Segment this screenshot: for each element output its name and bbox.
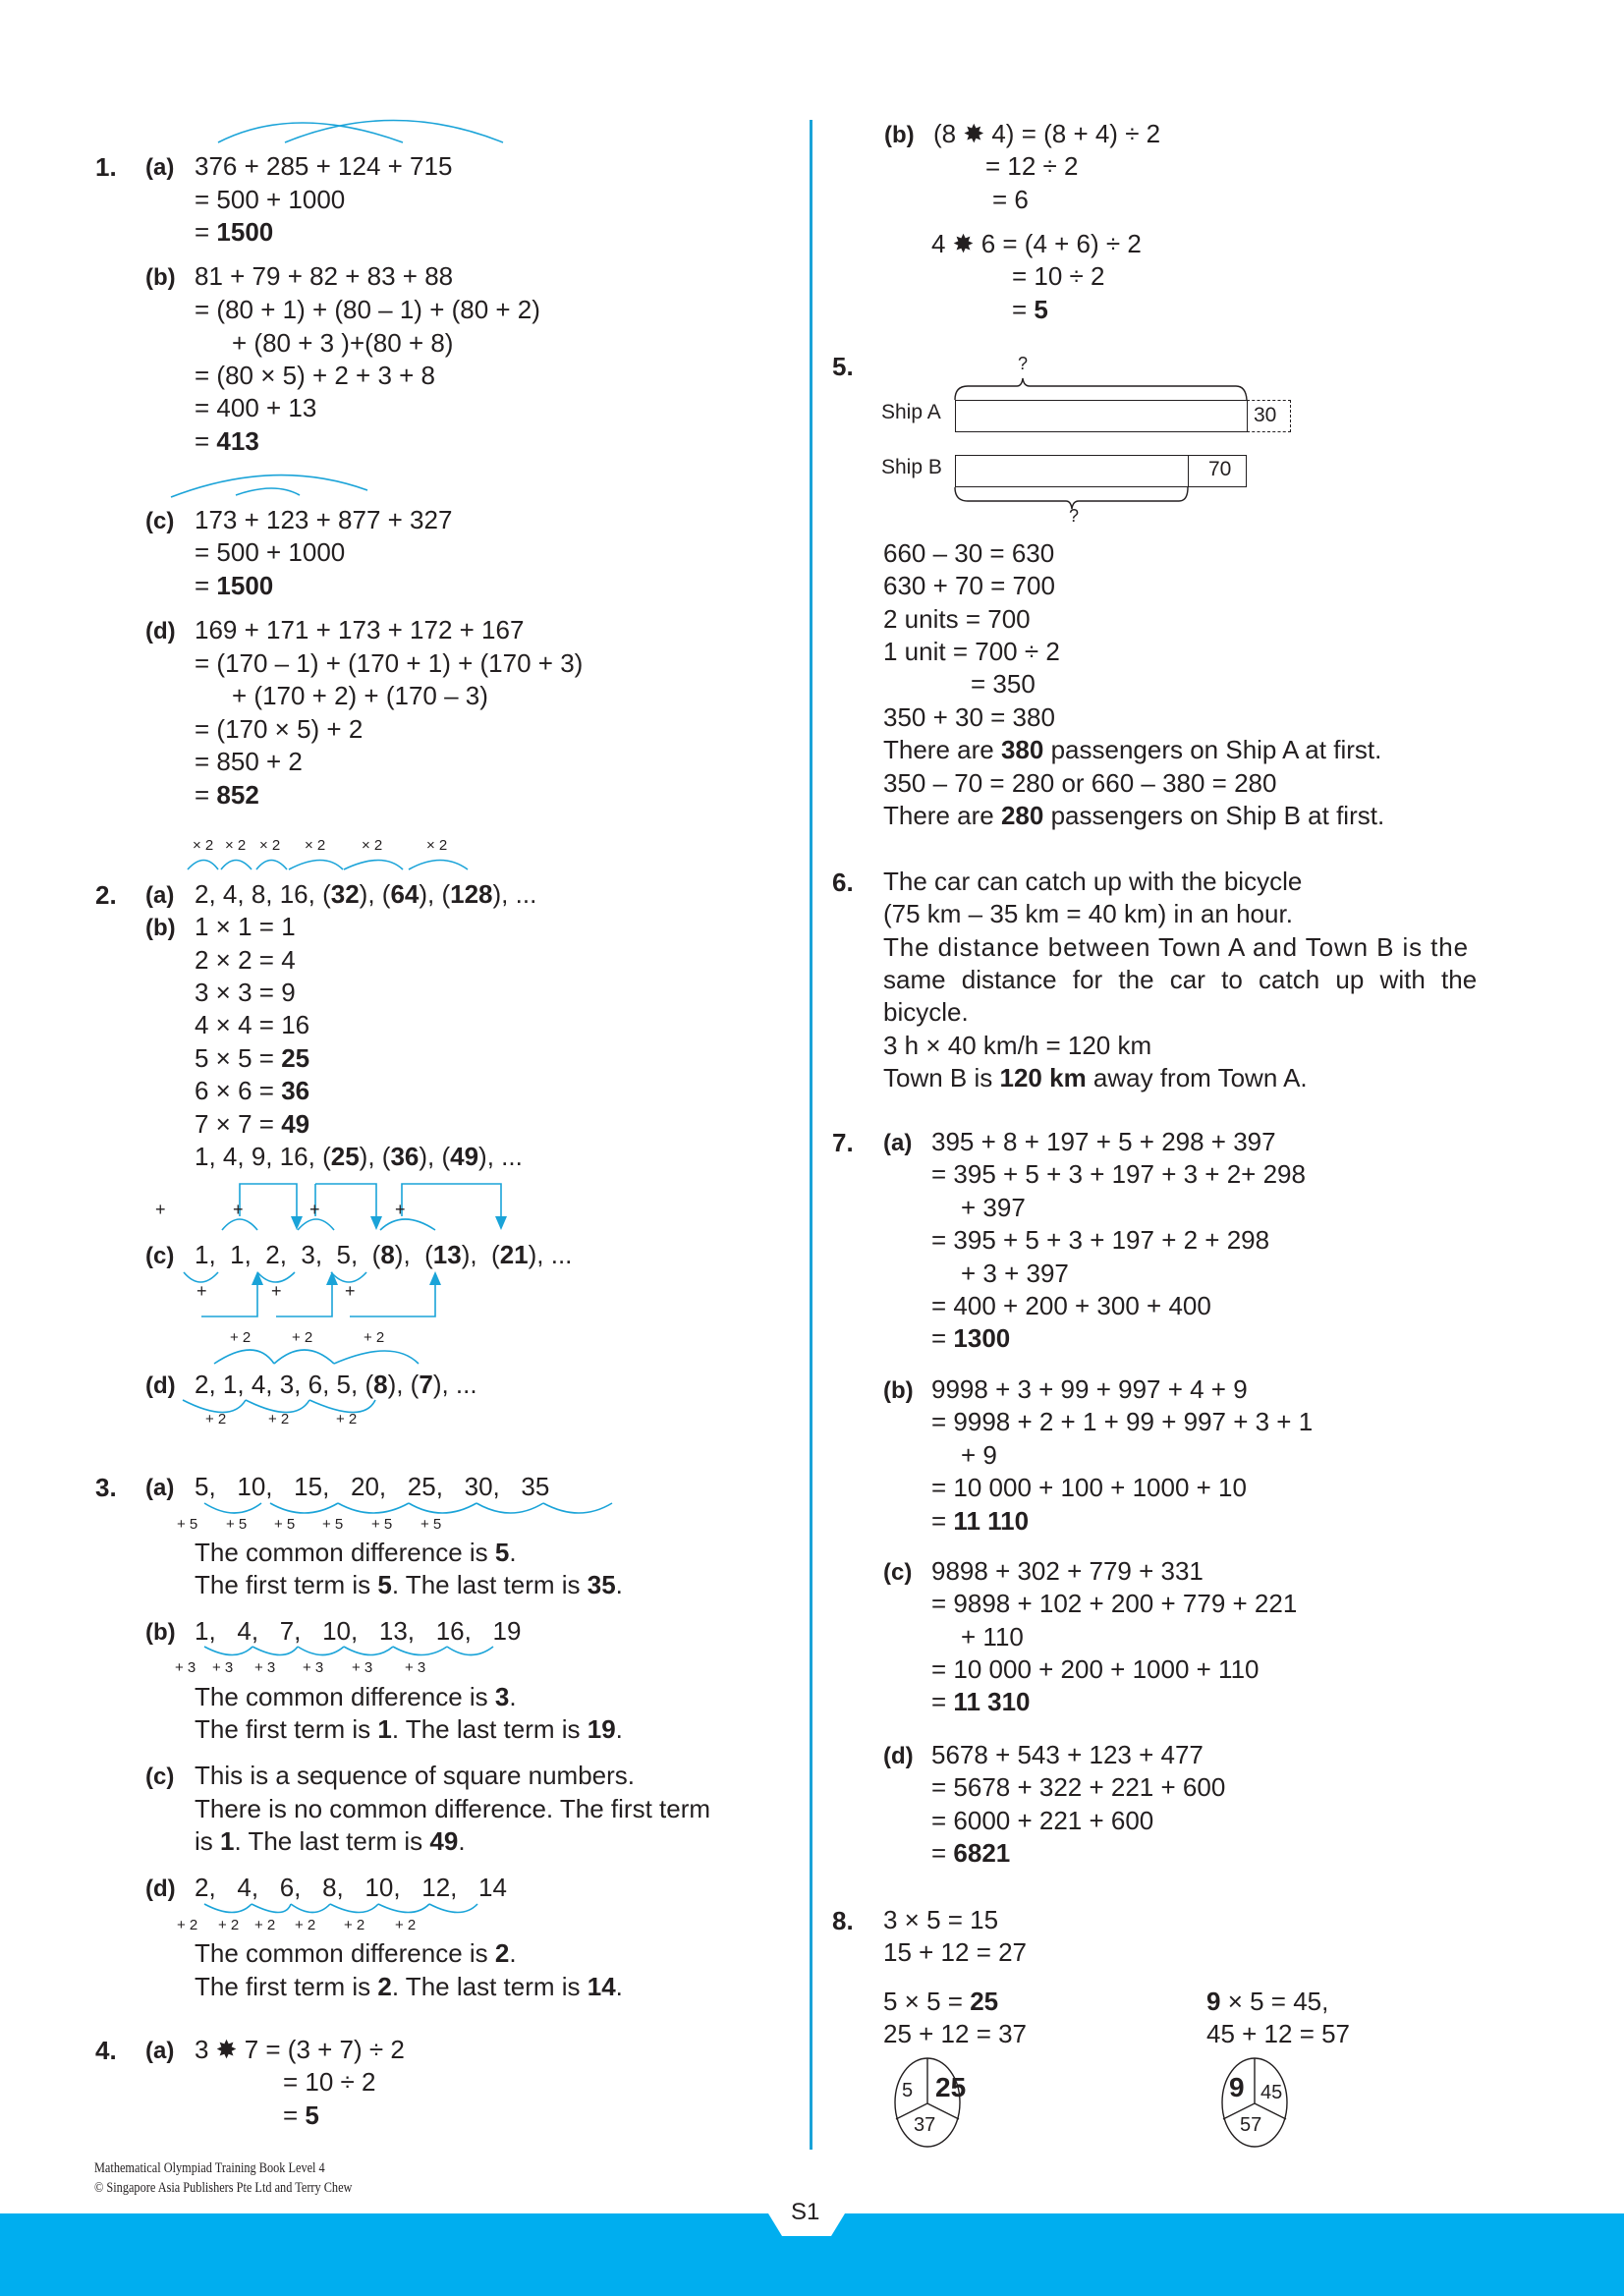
statement-line: The car can catch up with the bicycle (883, 867, 1303, 896)
ship-b-label: Ship B (881, 456, 942, 478)
arc-label: × 2 (426, 837, 448, 854)
work-line: 660 – 30 = 630 (883, 538, 1055, 568)
sequence-line: 2, 4, 6, 8, 10, 12, 14 (195, 1873, 507, 1902)
part-label: (b) (883, 1377, 914, 1404)
work-line: 45 + 12 = 57 (1206, 2019, 1351, 2048)
part-label: (b) (145, 915, 176, 941)
unknown-label: ? (1018, 354, 1029, 373)
arc-label: + 2 (336, 1411, 358, 1428)
work-line: + 9 (961, 1440, 997, 1470)
answer-value: 11 310 (953, 1687, 1031, 1716)
work-line: = 5678 + 322 + 221 + 600 (931, 1772, 1226, 1802)
answer-line: There are 380 passengers on Ship A at first. (883, 735, 1382, 764)
arc-label: + 2 (292, 1329, 313, 1346)
statement-line: This is a sequence of square numbers. (195, 1761, 636, 1790)
arc-label: × 2 (259, 837, 281, 854)
plus-label: + (309, 1200, 320, 1219)
square-row: 6 × 6 = 36 (195, 1076, 310, 1105)
work-line: = 6000 + 221 + 600 (931, 1806, 1154, 1835)
arc-label: + 3 (254, 1659, 276, 1676)
work-line: 350 + 30 = 380 (883, 702, 1055, 732)
work-line: = (80 × 5) + 2 + 3 + 8 (195, 361, 436, 390)
work-line: + 3 + 397 (961, 1259, 1069, 1288)
question-number: 6. (832, 868, 854, 897)
statement-line: There is no common difference. The first term (195, 1794, 711, 1823)
part-label: (b) (884, 122, 915, 148)
work-line: = 500 + 1000 (195, 185, 346, 214)
work-line: = 10 ÷ 2 (1012, 261, 1105, 291)
arc-label: + 5 (177, 1516, 198, 1533)
question-number: 5. (832, 352, 854, 381)
square-row: 7 × 7 = 49 (195, 1109, 310, 1139)
work-line: 4 ✸ 6 = (4 + 6) ÷ 2 (931, 229, 1142, 258)
answer-line: = 5 (1012, 295, 1048, 324)
work-line: = 12 ÷ 2 (985, 151, 1079, 181)
arc-label: + 2 (364, 1329, 385, 1346)
work-line: = 9998 + 2 + 1 + 99 + 997 + 3 + 1 (931, 1407, 1314, 1436)
question-number: 7. (832, 1128, 854, 1157)
question-number: 4. (95, 2036, 117, 2065)
square-row: 4 × 4 = 16 (195, 1010, 310, 1039)
answer-line: = 852 (195, 780, 259, 810)
answer-line: = 11 110 (931, 1506, 1030, 1536)
arc-label: + 2 (395, 1917, 417, 1933)
part-label: (d) (145, 618, 176, 644)
circle-value: 45 (1260, 2082, 1283, 2103)
work-line: = 10 ÷ 2 (283, 2067, 376, 2097)
circle-value: 9 (1229, 2072, 1245, 2102)
part-label: (d) (883, 1743, 914, 1769)
answer-line: = 5 (283, 2100, 319, 2130)
arc-label: + 2 (295, 1917, 316, 1933)
statement-line: The distance between Town A and Town B is the (883, 932, 1470, 962)
work-line: (8 ✸ 4) = (8 + 4) ÷ 2 (933, 119, 1161, 148)
work-line: 2 units = 700 (883, 604, 1031, 634)
part-label: (c) (883, 1559, 913, 1586)
arc-label: + 2 (268, 1411, 290, 1428)
answer-value: 5 (1034, 295, 1048, 324)
answer-value: 11 110 (953, 1506, 1030, 1536)
work-line: 5678 + 543 + 123 + 477 (931, 1740, 1204, 1769)
part-label: (d) (145, 1372, 176, 1399)
work-line: 9 × 5 = 45, (1206, 1987, 1329, 2016)
arc-label: + 5 (322, 1516, 344, 1533)
work-line: = 395 + 5 + 3 + 197 + 3 + 2+ 298 (931, 1159, 1306, 1189)
arc-label: + 3 (175, 1659, 196, 1676)
page-number: S1 (791, 2199, 820, 2225)
question-number: 8. (832, 1906, 854, 1935)
part-label: (c) (145, 1764, 175, 1790)
work-line: = 6 (992, 185, 1029, 214)
question-number: 3. (95, 1473, 117, 1502)
work-line: 3 h × 40 km/h = 120 km (883, 1031, 1152, 1060)
plus-label: + (233, 1200, 244, 1219)
sequence-line: 2, 1, 4, 3, 6, 5, (8), (7), ... (195, 1370, 477, 1399)
circle-value: 25 (935, 2072, 967, 2102)
arc-label: + 5 (420, 1516, 442, 1533)
plus-label: + (271, 1281, 282, 1301)
answer-value: 413 (216, 426, 259, 456)
statement-line: same distance for the car to catch up with the (883, 965, 1478, 994)
copyright: © Singapore Asia Publishers Pte Ltd and Terry Chew (94, 2180, 353, 2196)
sequence-line: 1, 4, 9, 16, (25), (36), (49), ... (195, 1142, 523, 1171)
work-line: 3 ✸ 7 = (3 + 7) ÷ 2 (195, 2035, 405, 2064)
book-title: Mathematical Olympiad Training Book Level 4 (94, 2160, 325, 2176)
arc-label: × 2 (193, 837, 214, 854)
work-line: 169 + 171 + 173 + 172 + 167 (195, 615, 525, 644)
arc-label: + 5 (226, 1516, 248, 1533)
answer-line: = 1500 (195, 571, 274, 600)
arc-label: + 3 (212, 1659, 234, 1676)
ship-a-extra-value: 30 (1254, 404, 1277, 426)
work-line: 5 × 5 = 25 (883, 1987, 999, 2016)
square-row: 3 × 3 = 9 (195, 978, 296, 1007)
work-line: = 395 + 5 + 3 + 197 + 2 + 298 (931, 1225, 1270, 1255)
part-label: (d) (145, 1876, 176, 1902)
work-line: 1 unit = 700 ÷ 2 (883, 637, 1060, 666)
work-line: = 400 + 13 (195, 393, 317, 422)
answer-value: 1300 (953, 1323, 1011, 1353)
work-line: + (80 + 3 )+(80 + 8) (232, 328, 454, 358)
question-number: 2. (95, 880, 117, 910)
work-line: = 350 (971, 669, 1036, 699)
statement-line: The first term is 1. The last term is 19. (195, 1714, 623, 1744)
work-line: + 110 (961, 1622, 1024, 1652)
sequence-line: 1, 4, 7, 10, 13, 16, 19 (195, 1616, 522, 1646)
work-line: = (80 + 1) + (80 – 1) + (80 + 2) (195, 295, 540, 324)
arc-label: × 2 (362, 837, 383, 854)
work-line: = 9898 + 102 + 200 + 779 + 221 (931, 1589, 1298, 1618)
arc-label: + 3 (303, 1659, 324, 1676)
answer-value: 1500 (216, 571, 274, 600)
work-line: 9898 + 302 + 779 + 331 (931, 1556, 1204, 1586)
circle-value: 37 (914, 2114, 936, 2136)
work-line: 3 × 5 = 15 (883, 1905, 999, 1934)
work-line: + 397 (961, 1193, 1026, 1222)
part-label: (a) (145, 154, 175, 181)
statement-line: bicycle. (883, 997, 969, 1027)
square-row: 2 × 2 = 4 (195, 945, 296, 975)
statement-line: is 1. The last term is 49. (195, 1826, 466, 1856)
arc-label: + 2 (205, 1411, 227, 1428)
answer-line: = 6821 (931, 1838, 1011, 1868)
work-line: 173 + 123 + 877 + 327 (195, 505, 453, 534)
work-line: 25 + 12 = 37 (883, 2019, 1028, 2048)
square-row: 1 × 1 = 1 (195, 912, 296, 941)
answer-line: There are 280 passengers on Ship B at first. (883, 801, 1385, 830)
work-line: = (170 – 1) + (170 + 1) + (170 + 3) (195, 648, 584, 678)
statement-line: The common difference is 3. (195, 1682, 517, 1711)
answer-line: Town B is 120 km away from Town A. (883, 1063, 1308, 1092)
sequence-line: 1, 1, 2, 3, 5, (8), (13), (21), ... (195, 1240, 573, 1269)
part-label: (a) (145, 1475, 175, 1501)
arc-label: × 2 (305, 837, 326, 854)
answer-value: 1500 (216, 217, 274, 247)
plus-label: + (345, 1281, 356, 1301)
statement-line: The common difference is 5. (195, 1538, 517, 1567)
arc-label: + 5 (371, 1516, 393, 1533)
ship-b-extra-value: 70 (1208, 458, 1232, 480)
work-line: + (170 + 2) + (170 – 3) (232, 681, 488, 710)
part-label: (a) (145, 2038, 175, 2064)
sequence-line: 5, 10, 15, 20, 25, 30, 35 (195, 1472, 550, 1501)
part-label: (a) (883, 1130, 913, 1156)
arc-label: + 2 (344, 1917, 365, 1933)
plus-label: + (155, 1200, 166, 1219)
circle-value: 57 (1240, 2114, 1262, 2136)
arc-label: + 2 (230, 1329, 252, 1346)
part-label: (c) (145, 508, 175, 534)
answer-line: = 1300 (931, 1323, 1011, 1353)
circle-value: 5 (902, 2080, 914, 2101)
answer-value: 6821 (953, 1838, 1011, 1868)
arc-label: + 3 (352, 1659, 373, 1676)
arc-label: + 2 (254, 1917, 276, 1933)
part-label: (b) (145, 264, 176, 291)
sequence-line: 2, 4, 8, 16, (32), (64), (128), ... (195, 879, 537, 909)
work-line: 350 – 70 = 280 or 660 – 380 = 280 (883, 768, 1277, 798)
square-row: 5 × 5 = 25 (195, 1043, 310, 1073)
ship-a-label: Ship A (881, 401, 941, 423)
statement-line: The common difference is 2. (195, 1938, 517, 1968)
statement-line: The first term is 2. The last term is 14. (195, 1972, 623, 2001)
work-line: = 10 000 + 100 + 1000 + 10 (931, 1473, 1247, 1502)
part-label: (b) (145, 1619, 176, 1646)
arc-label: + 3 (405, 1659, 426, 1676)
answer-line: = 1500 (195, 217, 274, 247)
arc-label: + 2 (218, 1917, 240, 1933)
work-line: 9998 + 3 + 99 + 997 + 4 + 9 (931, 1374, 1248, 1404)
statement-line: The first term is 5. The last term is 35. (195, 1570, 623, 1599)
arc-label: × 2 (225, 837, 247, 854)
question-number: 1. (95, 152, 117, 182)
answer-line: = 413 (195, 426, 259, 456)
plus-label: + (196, 1281, 207, 1301)
answer-line: = 11 310 (931, 1687, 1031, 1716)
work-line: = (170 × 5) + 2 (195, 714, 364, 744)
part-label: (c) (145, 1243, 175, 1269)
work-line: 630 + 70 = 700 (883, 571, 1055, 600)
work-line: 15 + 12 = 27 (883, 1937, 1028, 1967)
work-line: 376 + 285 + 124 + 715 (195, 151, 453, 181)
arc-label: + 5 (274, 1516, 296, 1533)
work-line: 395 + 8 + 197 + 5 + 298 + 397 (931, 1127, 1276, 1156)
unknown-label: ? (1069, 506, 1080, 526)
answer-value: 852 (216, 780, 259, 810)
work-line: = 400 + 200 + 300 + 400 (931, 1291, 1211, 1320)
plus-label: + (395, 1200, 406, 1219)
part-label: (a) (145, 882, 175, 909)
statement-line: (75 km – 35 km = 40 km) in an hour. (883, 899, 1293, 928)
arc-label: + 2 (177, 1917, 198, 1933)
work-line: = 500 + 1000 (195, 537, 346, 567)
work-line: = 850 + 2 (195, 747, 303, 776)
work-line: 81 + 79 + 82 + 83 + 88 (195, 261, 454, 291)
work-line: = 10 000 + 200 + 1000 + 110 (931, 1654, 1260, 1684)
answer-value: 5 (305, 2100, 319, 2130)
